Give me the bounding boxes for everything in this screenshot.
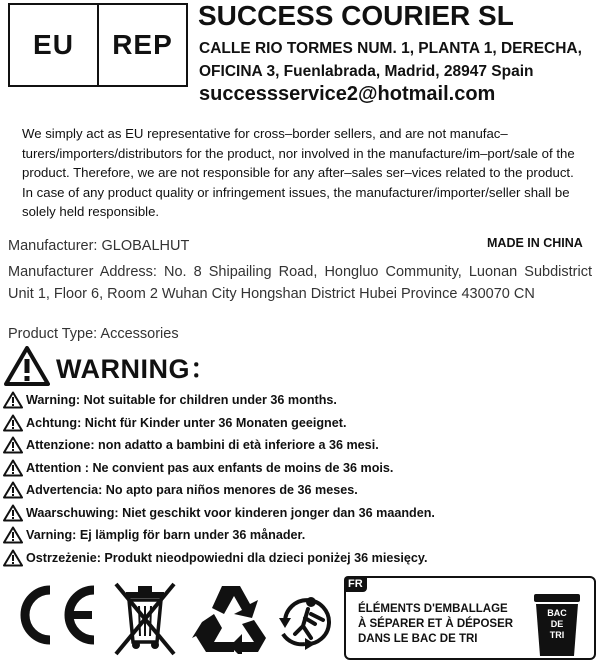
warning-row xyxy=(3,389,593,412)
warning-triangle-icon xyxy=(4,346,50,386)
eu-label: EU xyxy=(33,29,74,60)
made-in-label: MADE IN CHINA xyxy=(487,236,583,250)
warning-text: Warning: Not suitable for children under 36 months. xyxy=(26,393,337,408)
rep-email: successservice2@hotmail.com xyxy=(199,83,496,105)
warning-triangle-icon xyxy=(3,481,23,499)
fr-sorting-bin-icon xyxy=(526,590,588,658)
certification-icons xyxy=(0,572,600,661)
crossed-bin-icon xyxy=(110,578,180,658)
warning-triangle-icon xyxy=(3,459,23,477)
warning-text: Achtung: Nicht für Kinder unter 36 Monaten geeignet. xyxy=(26,415,347,430)
warning-triangle-icon xyxy=(3,504,23,522)
rep-label: REP xyxy=(112,29,173,60)
recycle-icon xyxy=(192,580,270,654)
warning-row xyxy=(3,457,593,480)
fr-tag: FR xyxy=(344,576,367,592)
disclaimer-text: We simply act as EU representative for cross–border sellers, and are not manufac–turers/importers/distributors for the product, nor involved in the manufacture/im–port/sale of the product. Therefore, we are not responsible for any after–sales ser–vices related to the product. In case of any product quality or infringement issues, the manufacturer/importer/seller shall be solely held responsible. xyxy=(22,126,575,219)
rep-address: CALLE RIO TORMES NUM. 1, PLANTA 1, DERECHA, OFICINA 3, Fuenlabrada, Madrid, 28947 Spain xyxy=(199,40,582,80)
warning-triangle-icon xyxy=(3,436,23,454)
warning-row xyxy=(3,547,593,570)
rep-company: SUCCESS COURIER SL xyxy=(198,0,514,31)
product-type: Product Type: Accessories xyxy=(8,326,179,342)
warning-text: Varning: Ej lämplig för barn under 36 månader. xyxy=(26,528,306,543)
eu-rep-box xyxy=(8,3,188,87)
manufacturer-name: Manufacturer: GLOBALHUT xyxy=(8,238,190,254)
warning-heading xyxy=(4,346,218,386)
warning-triangle-icon xyxy=(3,549,23,567)
ce-mark-icon xyxy=(14,584,100,646)
warning-text: Attention : Ne convient pas aux enfants de moins de 36 mois. xyxy=(26,460,394,475)
warning-row xyxy=(3,412,593,435)
warning-text: Advertencia: No apto para niños menores de 36 meses. xyxy=(26,483,358,498)
manufacturer-address: Manufacturer Address: No. 8 Shipailing Road, Hongluo Community, Luonan Subdistrict Unit 1, Floor 6, Room 2 Wuhan City Hongshan District Hubei Province 430070 CN xyxy=(8,264,592,302)
warning-triangle-icon xyxy=(3,414,23,432)
fr-sorting-label xyxy=(344,576,596,660)
warning-text: Ostrzeżenie: Produkt nieodpowiedni dla dzieci poniżej 36 miesięcy. xyxy=(26,550,428,565)
warning-triangle-icon xyxy=(3,526,23,544)
warning-list xyxy=(3,389,593,569)
fr-bin-text: BAC DE TRI xyxy=(547,608,567,640)
warning-text: Waarschuwing: Niet geschikt voor kinderen jonger dan 36 maanden. xyxy=(26,505,435,520)
warning-title: WARNING： xyxy=(56,353,218,384)
triman-icon xyxy=(275,582,335,654)
warning-text: Attenzione: non adatto a bambini di età inferiore a 36 mesi. xyxy=(26,438,379,453)
warning-row xyxy=(3,524,593,547)
warning-row xyxy=(3,479,593,502)
warning-row xyxy=(3,434,593,457)
warning-triangle-icon xyxy=(3,391,23,409)
warning-row xyxy=(3,502,593,525)
fr-sorting-text: ÉLÉMENTS D'EMBALLAGE À SÉPARER ET À DÉPOSER DANS LE BAC DE TRI xyxy=(358,603,514,645)
